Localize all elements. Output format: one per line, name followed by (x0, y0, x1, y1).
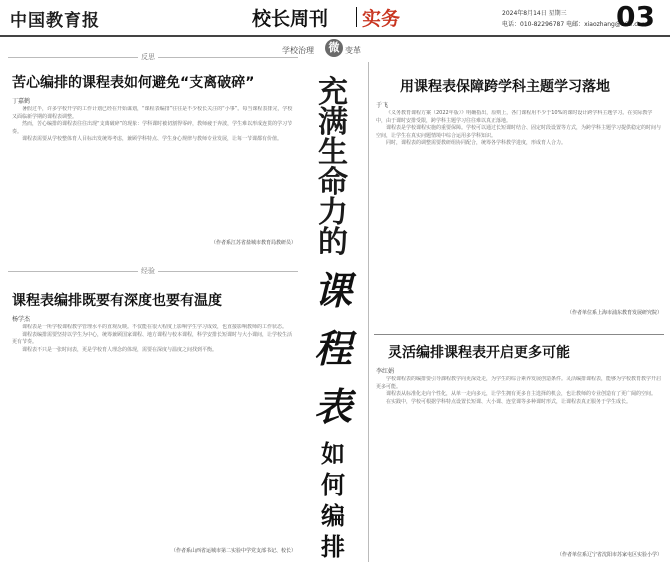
newspaper-logo: 中国教育报 (10, 11, 100, 31)
masthead (0, 0, 670, 34)
article-byline: 杨学杰 (12, 316, 31, 323)
author-note: （作者系江苏省盐城市教育局教研员） (210, 240, 296, 246)
feature-title-char: 课 (313, 268, 352, 313)
issue-date: 2024年8月14日 星期三 (502, 10, 567, 17)
article-byline: 李红娟 (376, 368, 395, 375)
article-byline: 丁嘉鹤 (12, 98, 31, 105)
feature-title-char: 命 (318, 165, 348, 200)
article-4 (374, 336, 664, 566)
article-body (376, 110, 662, 306)
article-1 (8, 52, 298, 257)
paragraph: 课程表不只是一张时间表，更是学校育人理念的体现，需要在深度与温度之间找到平衡。 (22, 346, 218, 353)
feature-title (303, 75, 363, 562)
article-body (12, 324, 296, 544)
theme-left-label: 学校治理 (282, 46, 314, 55)
paragraph: 课程表编排需要坚持以学生为中心，统筹兼顾国家课程、地方课程与校本课程，科学安排长短课时与大小课间，让学校生活更有节奏。 (12, 331, 293, 346)
article-body (376, 376, 662, 548)
paragraph: 暑假过半，许多学校开学的工作计划已经在开始谋划，“课程表编排”往往是不少校长关注的“小事”。每当课程表排完，学校又面临新学期的课程表调整。 (12, 106, 293, 120)
article-headline: 课程表编排既要有深度也要有温度 (12, 293, 222, 309)
paragraph: 《义务教育课程方案（2022年版）》明确指出，原则上，各门课程用不少于10%的课时设计跨学科主题学习。在实际教学中，由于课时安排受限，跨学科主题学习往往难以真正落地。 (376, 110, 653, 124)
contact-info: 电话：010-82296787 电邮：xiaozhang@163.com (502, 21, 648, 28)
column-divider (368, 62, 369, 562)
feature-title-char: 如 (321, 439, 345, 468)
paragraph: 课程表从标准化走向个性化，从单一走向多元，让学生拥有更多自主选择的机会，也让教师的专业创造有了更广阔的空间。 (386, 391, 657, 398)
paragraph: 学校课程表的编排要引导課程教学向更深处走，为学生的综合素养发展创造条件。灵活编排课程表，能够为学校教育教学开启更多可能。 (376, 376, 662, 390)
article-headline: 苦心编排的课程表如何避免“支离破碎” (12, 75, 255, 91)
article-body (12, 106, 296, 238)
article-byline: 于飞 (376, 102, 389, 109)
article-tag: 反思 (138, 52, 158, 62)
paragraph: 在实践中，学校可根据学科特点设置长短课、大小课、连堂课等多种课时形式，让课程表真正服务于学生成长。 (386, 398, 632, 405)
feature-title-part2 (303, 262, 363, 436)
page-number: 03 (616, 0, 655, 33)
section-divider (374, 334, 664, 335)
paragraph: 课程表需要从学校整体育人目标出发统筹考虑，兼顾学科特点、学生身心规律与教师专业发展，让每一节课都有价值。 (22, 136, 283, 143)
author-note: （作者单位系上海市浦东教育发展研究院） (566, 310, 662, 316)
paragraph: 同时，课程表的调整需要教研组协同配合，统筹各学科教学进度，形成育人合力。 (386, 140, 567, 147)
feature-title-char: 表 (313, 384, 352, 429)
feature-title-char: 充 (318, 75, 348, 110)
column-title: 校长周刊 (252, 8, 329, 30)
theme-right-label: 变革 (345, 46, 361, 55)
feature-title-char: 排 (321, 532, 345, 561)
feature-title-char: 力 (318, 195, 348, 230)
paragraph: 课程表是一所学校课程教学管理水平的直观反映。不仅能在很大程度上影响学生学习成效，也直接影响教师的工作状态。 (22, 324, 288, 330)
theme-circle-icon: 微 (325, 39, 343, 57)
feature-title-part3 (303, 438, 363, 562)
feature-title-char: 程 (313, 326, 352, 371)
article-2 (8, 266, 298, 566)
section-title: 实务 (362, 8, 401, 30)
feature-title-char: 生 (318, 135, 348, 170)
author-note: （作者单位系辽宁省沈阳市苏家屯区实验小学） (556, 552, 662, 558)
title-separator (356, 7, 357, 27)
feature-title-char: 的 (318, 225, 348, 260)
feature-title-char: 满 (318, 105, 348, 140)
article-tag: 经验 (138, 266, 158, 276)
feature-title-char: 何 (321, 470, 345, 499)
author-note: （作者系山西省运城市第二实验中学党支部书记、校长） (170, 548, 296, 554)
article-3 (374, 70, 664, 332)
article-headline: 灵活编排课程表开启更多可能 (388, 345, 570, 361)
paragraph: 然而，苦心编排的课程表往往出现“支离破碎”的现象：学科课时被切割得零碎，教师疲于奔波，学生难以形成连贯的学习节奏。 (12, 121, 293, 135)
article-headline: 用课程表保障跨学科主题学习落地 (400, 79, 610, 95)
paragraph: 课程表是学校课程实施的重要保障。学校可以通过长短课时结合、固定时段设置等方式，为跨学科主题学习提供稳定的时间与空间，让学生在真实问题情境中综合运用多学科知识。 (376, 125, 662, 139)
feature-title-part1 (303, 75, 363, 260)
masthead-rule (0, 35, 670, 37)
feature-title-char: 编 (321, 501, 345, 530)
